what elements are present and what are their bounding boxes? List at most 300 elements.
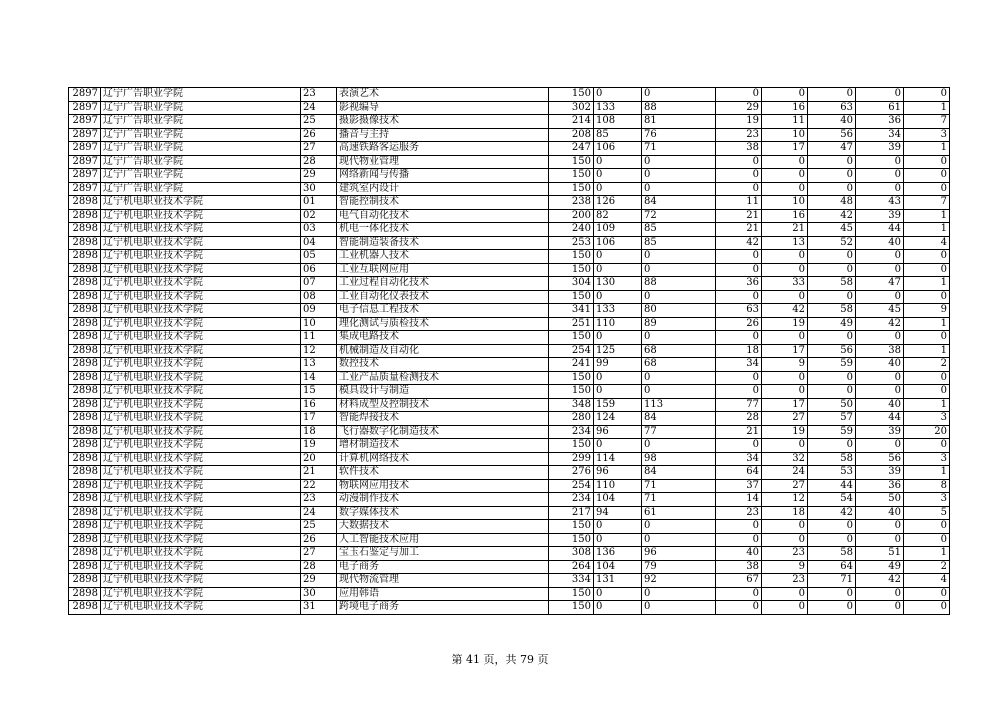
cell-school-name: 辽宁机电职业技术学院 [101,574,301,588]
cell-col-8: 21 [716,209,762,223]
cell-col-10: 42 [808,506,856,520]
cell-major-name: 现代物流管理 [337,574,549,588]
cell-major-name: 模具设计与制造 [337,385,549,399]
cell-major-name: 智能焊接技术 [337,412,549,426]
cell-col-9: 17 [762,344,808,358]
cell-school-name: 辽宁机电职业技术学院 [101,520,301,534]
cell-col-12: 1 [904,547,950,561]
cell-col-8: 0 [716,169,762,183]
cell-col-9: 0 [762,601,808,615]
cell-col-7: 71 [642,142,716,156]
cell-col-6: 0 [594,439,642,453]
cell-school-code: 2897 [69,101,101,115]
cell-col-12: 1 [904,466,950,480]
table-row [69,155,950,169]
cell-col-12: 3 [904,493,950,507]
cell-major-code: 28 [301,560,337,574]
cell-major-name: 工业互联网应用 [337,263,549,277]
table-row [69,142,950,156]
cell-school-code: 2898 [69,412,101,426]
cell-col-10: 58 [808,277,856,291]
cell-col-7: 84 [642,412,716,426]
cell-col-10: 58 [808,304,856,318]
cell-col-11: 38 [856,344,904,358]
cell-col-7: 92 [642,574,716,588]
cell-col-10: 56 [808,128,856,142]
cell-col-7: 85 [642,236,716,250]
cell-col-12: 2 [904,560,950,574]
cell-major-code: 13 [301,358,337,372]
cell-col-9: 23 [762,547,808,561]
cell-col-9: 24 [762,466,808,480]
cell-col-10: 50 [808,398,856,412]
cell-plan: 150 [549,385,594,399]
cell-col-8: 29 [716,101,762,115]
cell-col-9: 0 [762,155,808,169]
cell-col-11: 47 [856,277,904,291]
cell-major-name: 材料成型及控制技术 [337,398,549,412]
cell-col-7: 0 [642,182,716,196]
cell-plan: 304 [549,277,594,291]
cell-school-code: 2898 [69,425,101,439]
cell-major-code: 08 [301,290,337,304]
cell-col-12: 4 [904,574,950,588]
table-row [69,209,950,223]
table-row [69,223,950,237]
cell-major-code: 23 [301,88,337,102]
cell-col-11: 40 [856,236,904,250]
cell-col-6: 0 [594,520,642,534]
cell-school-name: 辽宁机电职业技术学院 [101,466,301,480]
cell-col-7: 0 [642,88,716,102]
cell-major-code: 27 [301,547,337,561]
cell-col-8: 19 [716,115,762,129]
cell-major-code: 25 [301,520,337,534]
cell-col-9: 0 [762,385,808,399]
cell-col-8: 0 [716,371,762,385]
cell-col-6: 0 [594,88,642,102]
cell-major-name: 物联网应用技术 [337,479,549,493]
table-body [69,88,950,615]
cell-school-code: 2898 [69,520,101,534]
cell-col-9: 21 [762,223,808,237]
cell-major-name: 播音与主持 [337,128,549,142]
cell-major-code: 14 [301,371,337,385]
cell-col-8: 23 [716,128,762,142]
cell-school-code: 2898 [69,223,101,237]
cell-col-10: 0 [808,520,856,534]
cell-major-name: 软件技术 [337,466,549,480]
cell-major-name: 机械制造及自动化 [337,344,549,358]
cell-major-name: 电子信息工程技术 [337,304,549,318]
cell-col-8: 0 [716,439,762,453]
cell-major-name: 动漫制作技术 [337,493,549,507]
cell-col-12: 0 [904,587,950,601]
cell-col-11: 44 [856,412,904,426]
cell-col-7: 71 [642,493,716,507]
cell-col-10: 63 [808,101,856,115]
cell-col-7: 0 [642,263,716,277]
cell-col-12: 7 [904,115,950,129]
cell-school-name: 辽宁机电职业技术学院 [101,533,301,547]
cell-col-9: 16 [762,101,808,115]
cell-major-code: 02 [301,209,337,223]
cell-col-6: 82 [594,209,642,223]
cell-col-7: 77 [642,425,716,439]
cell-col-9: 19 [762,317,808,331]
cell-school-code: 2898 [69,290,101,304]
cell-col-10: 59 [808,358,856,372]
cell-school-name: 辽宁机电职业技术学院 [101,236,301,250]
cell-col-6: 0 [594,155,642,169]
cell-school-code: 2898 [69,263,101,277]
cell-school-code: 2898 [69,439,101,453]
cell-major-name: 机电一体化技术 [337,223,549,237]
table-row [69,425,950,439]
cell-school-code: 2898 [69,479,101,493]
cell-col-10: 44 [808,479,856,493]
cell-col-7: 0 [642,290,716,304]
cell-school-code: 2898 [69,331,101,345]
cell-major-code: 12 [301,344,337,358]
cell-major-code: 01 [301,196,337,210]
cell-col-12: 1 [904,317,950,331]
cell-school-name: 辽宁机电职业技术学院 [101,493,301,507]
cell-col-8: 38 [716,142,762,156]
table-row [69,466,950,480]
cell-school-name: 辽宁机电职业技术学院 [101,344,301,358]
cell-col-8: 11 [716,196,762,210]
cell-col-10: 71 [808,574,856,588]
cell-major-name: 增材制造技术 [337,439,549,453]
cell-col-9: 16 [762,209,808,223]
cell-col-10: 0 [808,439,856,453]
cell-col-8: 63 [716,304,762,318]
cell-major-name: 工业产品质量检测技术 [337,371,549,385]
cell-col-11: 0 [856,587,904,601]
cell-col-10: 40 [808,115,856,129]
cell-col-9: 0 [762,290,808,304]
cell-school-name: 辽宁机电职业技术学院 [101,479,301,493]
cell-school-code: 2898 [69,574,101,588]
cell-major-code: 03 [301,223,337,237]
cell-col-9: 18 [762,506,808,520]
cell-major-name: 数字媒体技术 [337,506,549,520]
table-row [69,452,950,466]
cell-school-code: 2898 [69,304,101,318]
cell-plan: 150 [549,263,594,277]
cell-school-code: 2898 [69,385,101,399]
table-row [69,331,950,345]
cell-plan: 348 [549,398,594,412]
cell-col-8: 0 [716,155,762,169]
cell-major-code: 24 [301,101,337,115]
cell-col-6: 0 [594,331,642,345]
cell-col-12: 0 [904,250,950,264]
cell-col-9: 9 [762,358,808,372]
cell-col-8: 40 [716,547,762,561]
cell-school-code: 2897 [69,115,101,129]
cell-col-7: 98 [642,452,716,466]
cell-col-12: 0 [904,371,950,385]
cell-col-11: 36 [856,115,904,129]
cell-school-code: 2897 [69,182,101,196]
cell-col-8: 0 [716,520,762,534]
cell-plan: 150 [549,250,594,264]
table-row [69,398,950,412]
cell-col-12: 0 [904,155,950,169]
table-row [69,115,950,129]
cell-col-7: 89 [642,317,716,331]
cell-major-name: 宝玉石鉴定与加工 [337,547,549,561]
cell-col-12: 1 [904,209,950,223]
cell-plan: 150 [549,88,594,102]
cell-col-9: 0 [762,520,808,534]
cell-col-6: 0 [594,263,642,277]
cell-col-9: 0 [762,587,808,601]
cell-col-6: 0 [594,601,642,615]
cell-col-10: 54 [808,493,856,507]
cell-school-code: 2898 [69,547,101,561]
cell-school-name: 辽宁机电职业技术学院 [101,304,301,318]
cell-school-code: 2897 [69,155,101,169]
cell-col-12: 0 [904,331,950,345]
cell-col-8: 21 [716,425,762,439]
cell-col-9: 42 [762,304,808,318]
cell-major-name: 表演艺术 [337,88,549,102]
cell-col-6: 0 [594,587,642,601]
cell-col-8: 0 [716,88,762,102]
cell-major-code: 10 [301,317,337,331]
cell-major-name: 应用韩语 [337,587,549,601]
cell-col-9: 0 [762,331,808,345]
cell-school-name: 辽宁机电职业技术学院 [101,358,301,372]
page-footer: 第 41 页，共 79 页 [451,653,549,666]
cell-col-9: 23 [762,574,808,588]
cell-col-10: 53 [808,466,856,480]
table-row [69,263,950,277]
cell-major-code: 25 [301,115,337,129]
cell-col-7: 0 [642,520,716,534]
cell-school-name: 辽宁机电职业技术学院 [101,317,301,331]
cell-col-8: 14 [716,493,762,507]
cell-col-7: 88 [642,277,716,291]
cell-school-code: 2898 [69,371,101,385]
cell-col-8: 18 [716,344,762,358]
cell-school-code: 2898 [69,196,101,210]
cell-plan: 150 [549,520,594,534]
cell-col-6: 130 [594,277,642,291]
cell-major-code: 29 [301,169,337,183]
cell-major-name: 网络新闻与传播 [337,169,549,183]
cell-col-6: 96 [594,425,642,439]
cell-col-11: 43 [856,196,904,210]
cell-plan: 208 [549,128,594,142]
table-row [69,101,950,115]
cell-school-name: 辽宁机电职业技术学院 [101,425,301,439]
cell-major-code: 05 [301,250,337,264]
cell-plan: 234 [549,493,594,507]
cell-school-name: 辽宁机电职业技术学院 [101,560,301,574]
cell-major-name: 理化测试与质检技术 [337,317,549,331]
cell-col-11: 0 [856,88,904,102]
cell-col-9: 27 [762,479,808,493]
cell-major-code: 30 [301,182,337,196]
table-row [69,277,950,291]
cell-col-7: 0 [642,385,716,399]
cell-school-name: 辽宁广告职业学院 [101,142,301,156]
cell-plan: 334 [549,574,594,588]
cell-school-code: 2898 [69,452,101,466]
cell-col-6: 159 [594,398,642,412]
cell-col-9: 0 [762,182,808,196]
table-row [69,358,950,372]
table-row [69,196,950,210]
table-row [69,169,950,183]
cell-col-12: 20 [904,425,950,439]
cell-school-name: 辽宁机电职业技术学院 [101,385,301,399]
cell-major-code: 15 [301,385,337,399]
cell-col-10: 0 [808,601,856,615]
cell-col-12: 2 [904,358,950,372]
cell-major-name: 工业自动化仪表技术 [337,290,549,304]
cell-col-6: 125 [594,344,642,358]
score-table [68,87,950,615]
cell-col-10: 0 [808,371,856,385]
cell-col-10: 0 [808,587,856,601]
cell-col-12: 0 [904,169,950,183]
cell-col-11: 39 [856,466,904,480]
cell-col-6: 106 [594,142,642,156]
cell-col-12: 1 [904,344,950,358]
cell-col-7: 81 [642,115,716,129]
cell-col-6: 104 [594,560,642,574]
cell-major-name: 摄影摄像技术 [337,115,549,129]
cell-plan: 200 [549,209,594,223]
cell-school-name: 辽宁机电职业技术学院 [101,277,301,291]
cell-col-12: 0 [904,182,950,196]
cell-col-12: 0 [904,290,950,304]
cell-col-8: 0 [716,250,762,264]
cell-school-code: 2898 [69,493,101,507]
cell-col-6: 94 [594,506,642,520]
cell-school-code: 2898 [69,601,101,615]
cell-plan: 241 [549,358,594,372]
table-row [69,290,950,304]
cell-col-10: 47 [808,142,856,156]
cell-school-code: 2898 [69,506,101,520]
cell-plan: 150 [549,533,594,547]
cell-col-7: 68 [642,344,716,358]
cell-col-10: 0 [808,155,856,169]
cell-school-code: 2897 [69,128,101,142]
cell-plan: 240 [549,223,594,237]
cell-col-6: 0 [594,250,642,264]
cell-school-code: 2898 [69,317,101,331]
cell-major-code: 31 [301,601,337,615]
cell-school-name: 辽宁机电职业技术学院 [101,398,301,412]
cell-col-12: 3 [904,412,950,426]
cell-col-10: 64 [808,560,856,574]
cell-col-6: 126 [594,196,642,210]
cell-plan: 253 [549,236,594,250]
table-row [69,533,950,547]
table-row [69,493,950,507]
cell-col-10: 0 [808,182,856,196]
cell-col-9: 13 [762,236,808,250]
cell-major-code: 09 [301,304,337,318]
cell-col-10: 58 [808,547,856,561]
cell-col-9: 27 [762,412,808,426]
cell-col-12: 1 [904,223,950,237]
cell-major-name: 工业机器人技术 [337,250,549,264]
cell-major-name: 计算机网络技术 [337,452,549,466]
cell-col-10: 59 [808,425,856,439]
table-row [69,88,950,102]
cell-school-name: 辽宁机电职业技术学院 [101,547,301,561]
cell-major-code: 06 [301,263,337,277]
cell-col-11: 0 [856,331,904,345]
cell-col-10: 57 [808,412,856,426]
cell-col-11: 49 [856,560,904,574]
cell-plan: 217 [549,506,594,520]
table-row [69,236,950,250]
cell-col-7: 96 [642,547,716,561]
cell-col-6: 0 [594,385,642,399]
cell-col-6: 0 [594,533,642,547]
cell-col-6: 0 [594,182,642,196]
table-row [69,506,950,520]
cell-col-7: 0 [642,601,716,615]
cell-col-11: 0 [856,250,904,264]
cell-col-12: 0 [904,520,950,534]
cell-major-code: 07 [301,277,337,291]
cell-col-9: 17 [762,142,808,156]
cell-col-12: 1 [904,398,950,412]
cell-col-7: 85 [642,223,716,237]
cell-col-12: 0 [904,385,950,399]
cell-major-code: 04 [301,236,337,250]
cell-col-12: 1 [904,101,950,115]
table-row [69,304,950,318]
cell-plan: 150 [549,155,594,169]
cell-col-12: 1 [904,277,950,291]
cell-major-name: 电子商务 [337,560,549,574]
cell-col-7: 0 [642,371,716,385]
cell-school-code: 2898 [69,344,101,358]
cell-col-6: 99 [594,358,642,372]
cell-col-10: 0 [808,169,856,183]
cell-col-8: 21 [716,223,762,237]
cell-col-11: 0 [856,155,904,169]
cell-col-9: 0 [762,263,808,277]
cell-col-12: 3 [904,452,950,466]
cell-school-name: 辽宁机电职业技术学院 [101,209,301,223]
cell-col-8: 0 [716,601,762,615]
cell-plan: 264 [549,560,594,574]
cell-col-11: 0 [856,290,904,304]
cell-major-code: 19 [301,439,337,453]
cell-col-9: 10 [762,128,808,142]
cell-col-9: 0 [762,88,808,102]
table-row [69,250,950,264]
cell-school-name: 辽宁机电职业技术学院 [101,412,301,426]
cell-major-name: 智能制造装备技术 [337,236,549,250]
cell-col-9: 0 [762,439,808,453]
cell-school-name: 辽宁机电职业技术学院 [101,196,301,210]
cell-col-10: 58 [808,452,856,466]
cell-major-name: 飞行器数字化制造技术 [337,425,549,439]
